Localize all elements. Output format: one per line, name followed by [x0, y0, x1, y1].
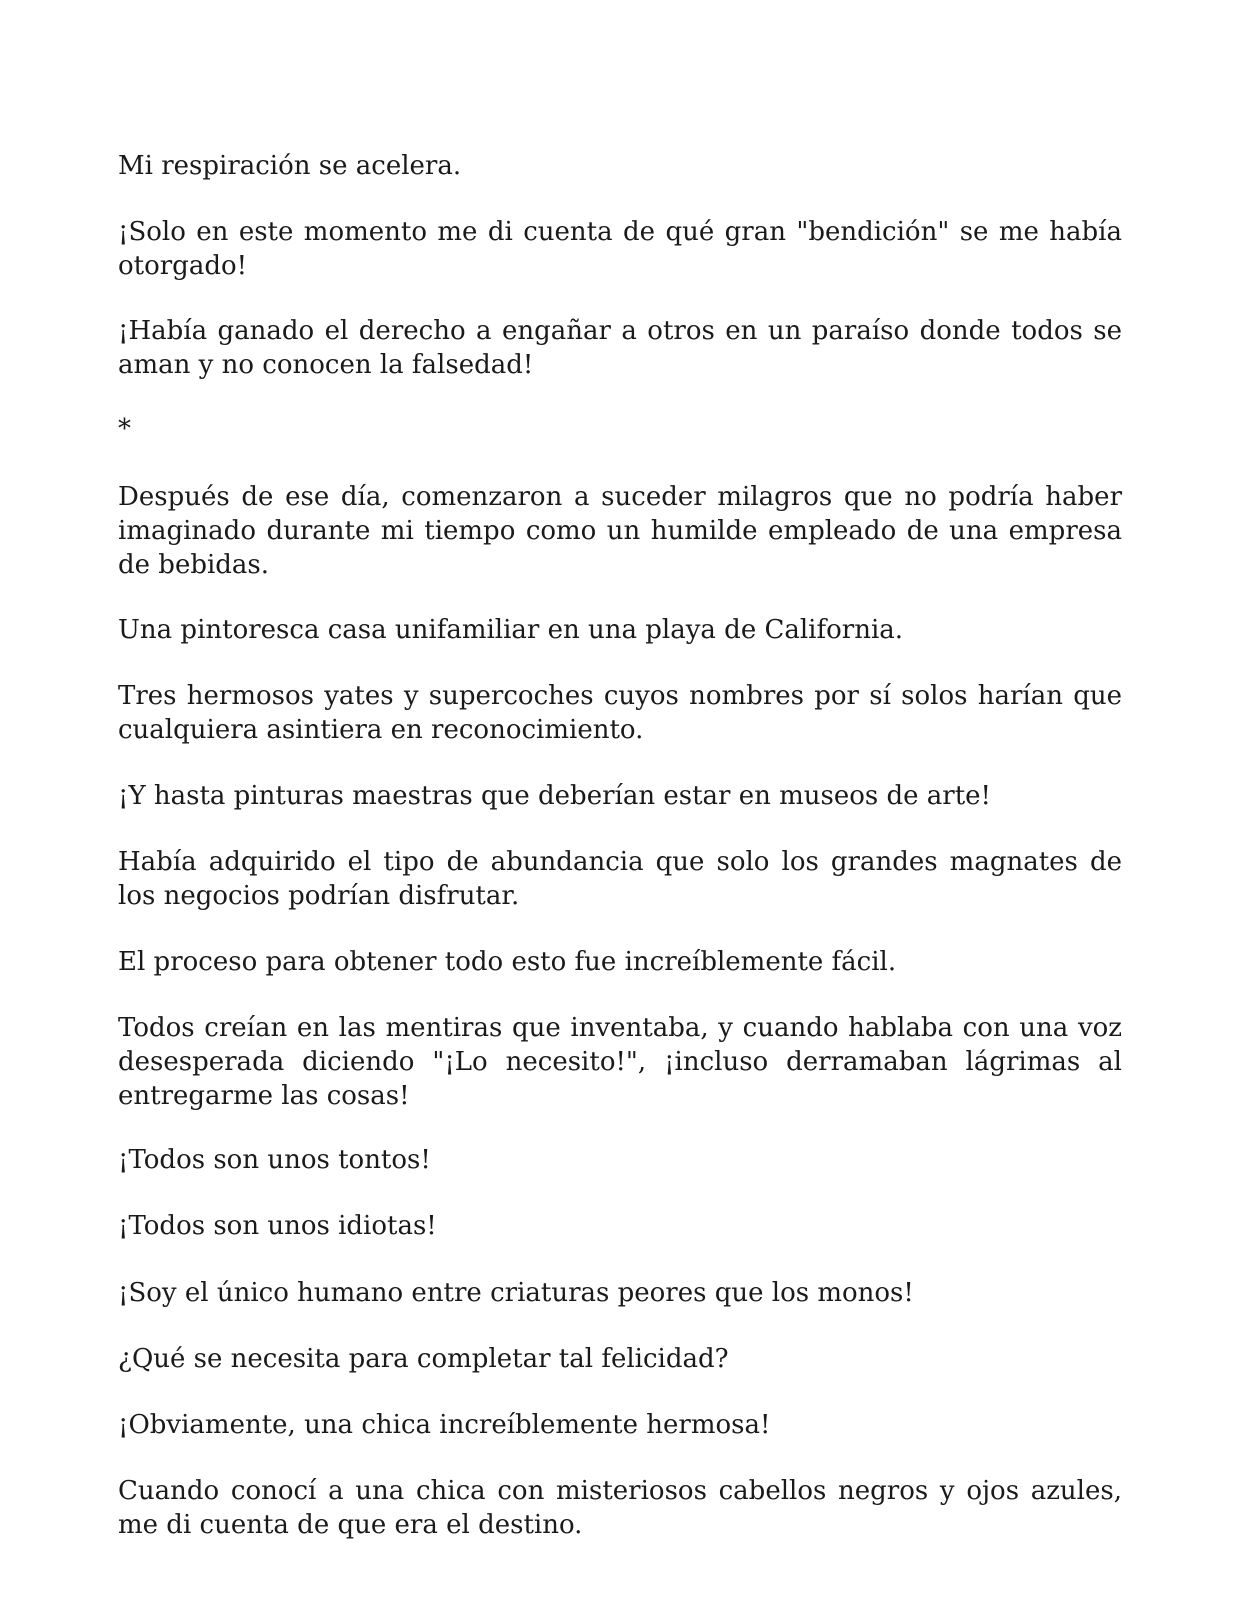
- paragraph-6: Tres hermosos yates y supercoches cuyos nombres por sí solos harían que cualquiera asintiera en reconocimiento.: [118, 681, 1122, 745]
- paragraph-1: Mi respiración se acelera.: [118, 151, 462, 181]
- paragraph-16: Cuando conocí a una chica con misteriosos cabellos negros y ojos azules, me di cuenta de que era el destino.: [118, 1476, 1122, 1540]
- paragraph-15: ¡Obviamente, una chica increíblemente hermosa!: [118, 1410, 771, 1440]
- paragraph-7: ¡Y hasta pinturas maestras que deberían estar en museos de arte!: [118, 781, 992, 811]
- paragraph-4: Después de ese día, comenzaron a suceder milagros que no podría haber imaginado durante mi tiempo como un humilde empleado de una empresa de bebidas.: [118, 482, 1122, 580]
- paragraph-5: Una pintoresca casa unifamiliar en una playa de California.: [118, 615, 904, 645]
- paragraph-13: ¡Soy el único humano entre criaturas peores que los monos!: [118, 1278, 914, 1308]
- paragraph-9: El proceso para obtener todo esto fue increíblemente fácil.: [118, 947, 897, 977]
- paragraph-10: Todos creían en las mentiras que inventaba, y cuando hablaba con una voz desesperada diciendo "¡Lo necesito!", ¡incluso derramaban lágrimas al entregarme las cosas!: [118, 1013, 1122, 1111]
- paragraph-14: ¿Qué se necesita para completar tal felicidad?: [118, 1344, 729, 1374]
- paragraph-12: ¡Todos son unos idiotas!: [118, 1211, 437, 1241]
- section-break: *: [118, 414, 131, 444]
- paragraph-11: ¡Todos son unos tontos!: [118, 1145, 431, 1175]
- paragraph-2: ¡Solo en este momento me di cuenta de qué gran "bendición" se me había otorgado!: [118, 217, 1122, 281]
- paragraph-3: ¡Había ganado el derecho a engañar a otros en un paraíso donde todos se aman y no conocen la falsedad!: [118, 316, 1122, 380]
- paragraph-8: Había adquirido el tipo de abundancia que solo los grandes magnates de los negocios podrían disfrutar.: [118, 847, 1122, 911]
